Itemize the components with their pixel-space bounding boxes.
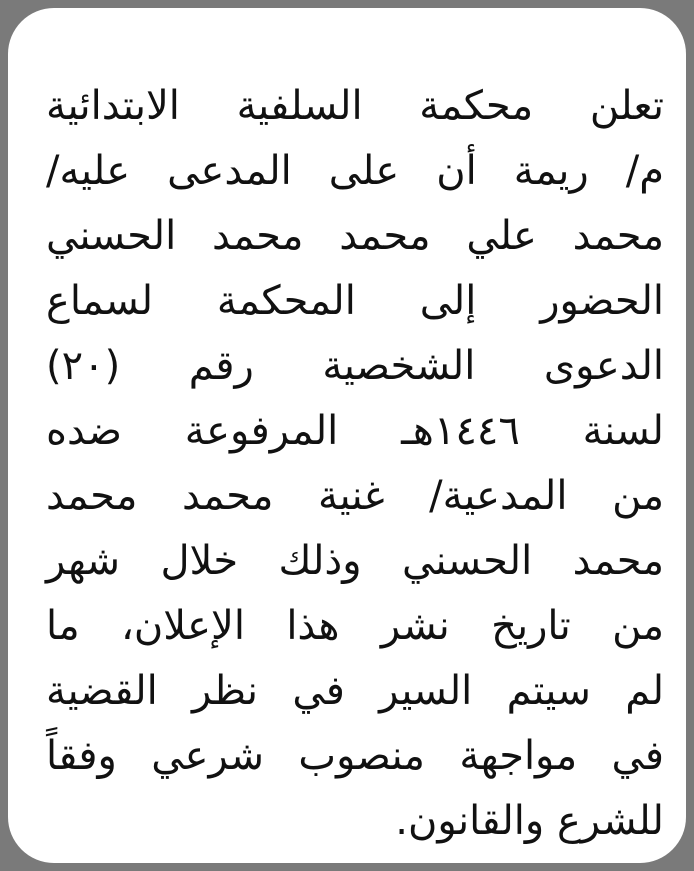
notice-card <box>8 8 686 863</box>
notice-line-11: في مواجهة منصوب شرعي وفقاً <box>46 733 664 779</box>
notice-line-6: لسنة ١٤٤٦هـ المرفوعة ضده <box>46 408 664 454</box>
notice-line-7: من المدعية/ غنية محمد محمد <box>46 473 664 519</box>
notice-line-8: محمد الحسني وذلك خلال شهر <box>46 538 664 584</box>
notice-line-2: م/ ريمة أن على المدعى عليه/ <box>46 148 664 194</box>
notice-line-1: تعلن محكمة السلفية الابتدائية <box>46 83 664 129</box>
notice-line-9: من تاريخ نشر هذا الإعلان، ما <box>46 603 664 649</box>
notice-line-12: للشرع والقانون. <box>395 798 664 844</box>
court-notice-text <box>46 74 664 854</box>
notice-line-5: الدعوى الشخصية رقم (٢٠) <box>46 343 664 389</box>
notice-line-3: محمد علي محمد محمد الحسني <box>46 213 664 259</box>
notice-line-4: الحضور إلى المحكمة لسماع <box>46 278 664 324</box>
notice-line-10: لم سيتم السير في نظر القضية <box>46 668 664 714</box>
